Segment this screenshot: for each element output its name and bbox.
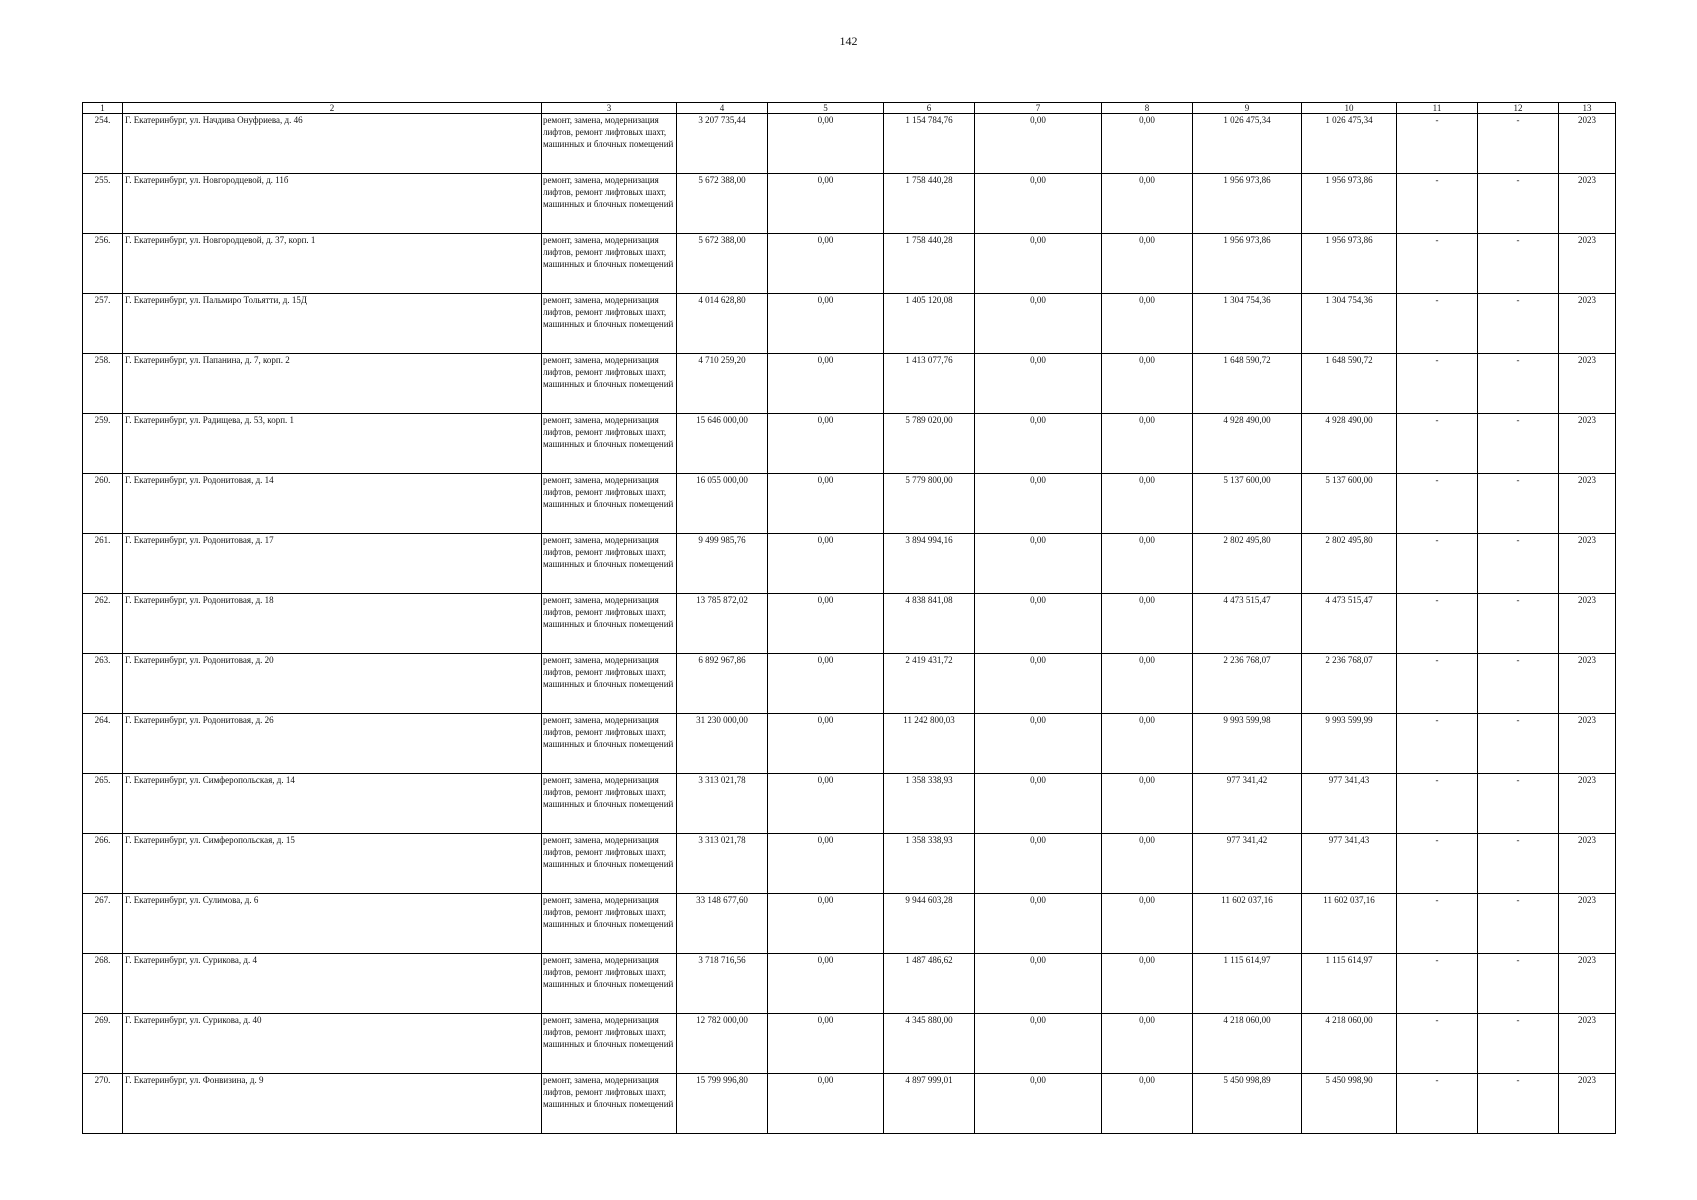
year-cell: 2023 [1559, 834, 1616, 894]
year-cell: 2023 [1559, 474, 1616, 534]
column-header-7: 7 [975, 103, 1102, 114]
year-cell: 2023 [1559, 234, 1616, 294]
table-row [83, 1014, 1616, 1074]
col7-cell: 0,00 [975, 534, 1102, 594]
col11-cell: - [1397, 234, 1478, 294]
col11-cell: - [1397, 174, 1478, 234]
col8-cell: 0,00 [1102, 1074, 1193, 1134]
address-cell: Г. Екатеринбург, ул. Родонитовая, д. 20 [123, 654, 542, 714]
year-cell: 2023 [1559, 534, 1616, 594]
col9-cell: 977 341,42 [1193, 834, 1302, 894]
col6-cell: 1 358 338,93 [884, 774, 975, 834]
col8-cell: 0,00 [1102, 954, 1193, 1014]
table-row [83, 354, 1616, 414]
col6-cell: 1 154 784,76 [884, 114, 975, 174]
col11-cell: - [1397, 954, 1478, 1014]
col12-cell: - [1478, 894, 1559, 954]
total-cost-cell: 13 785 872,02 [677, 594, 768, 654]
table-row [83, 714, 1616, 774]
col8-cell: 0,00 [1102, 234, 1193, 294]
col10-cell: 2 802 495,80 [1302, 534, 1397, 594]
work-type-cell: ремонт, замена, модернизация лифтов, ремонт лифтовых шахт, машинных и блочных помещений [542, 594, 677, 654]
col11-cell: - [1397, 714, 1478, 774]
page-number: 142 [839, 34, 858, 48]
table-row [83, 894, 1616, 954]
col11-cell: - [1397, 654, 1478, 714]
col11-cell: - [1397, 774, 1478, 834]
address-cell: Г. Екатеринбург, ул. Сурикова, д. 4 [123, 954, 542, 1014]
table-row [83, 774, 1616, 834]
year-cell: 2023 [1559, 294, 1616, 354]
col10-cell: 977 341,43 [1302, 834, 1397, 894]
col9-cell: 4 218 060,00 [1193, 1014, 1302, 1074]
col12-cell: - [1478, 114, 1559, 174]
work-type-cell: ремонт, замена, модернизация лифтов, ремонт лифтовых шахт, машинных и блочных помещений [542, 414, 677, 474]
row-number: 262. [83, 594, 123, 654]
work-type-cell: ремонт, замена, модернизация лифтов, ремонт лифтовых шахт, машинных и блочных помещений [542, 894, 677, 954]
work-type-cell: ремонт, замена, модернизация лифтов, ремонт лифтовых шахт, машинных и блочных помещений [542, 114, 677, 174]
col8-cell: 0,00 [1102, 354, 1193, 414]
col12-cell: - [1478, 354, 1559, 414]
col7-cell: 0,00 [975, 1074, 1102, 1134]
row-number: 259. [83, 414, 123, 474]
col5-cell: 0,00 [768, 654, 884, 714]
year-cell: 2023 [1559, 654, 1616, 714]
col7-cell: 0,00 [975, 114, 1102, 174]
address-cell: Г. Екатеринбург, ул. Начдива Онуфриева, д. 46 [123, 114, 542, 174]
col10-cell: 5 137 600,00 [1302, 474, 1397, 534]
row-number: 269. [83, 1014, 123, 1074]
col11-cell: - [1397, 474, 1478, 534]
col7-cell: 0,00 [975, 234, 1102, 294]
col8-cell: 0,00 [1102, 114, 1193, 174]
row-number: 270. [83, 1074, 123, 1134]
col5-cell: 0,00 [768, 474, 884, 534]
year-cell: 2023 [1559, 414, 1616, 474]
col9-cell: 4 928 490,00 [1193, 414, 1302, 474]
col12-cell: - [1478, 654, 1559, 714]
total-cost-cell: 4 014 628,80 [677, 294, 768, 354]
total-cost-cell: 16 055 000,00 [677, 474, 768, 534]
row-number: 255. [83, 174, 123, 234]
row-number: 264. [83, 714, 123, 774]
column-header-13: 13 [1559, 103, 1616, 114]
table-row [83, 174, 1616, 234]
col10-cell: 977 341,43 [1302, 774, 1397, 834]
col6-cell: 4 838 841,08 [884, 594, 975, 654]
col10-cell: 1 304 754,36 [1302, 294, 1397, 354]
col8-cell: 0,00 [1102, 294, 1193, 354]
column-header-6: 6 [884, 103, 975, 114]
work-type-cell: ремонт, замена, модернизация лифтов, ремонт лифтовых шахт, машинных и блочных помещений [542, 654, 677, 714]
col10-cell: 1 115 614,97 [1302, 954, 1397, 1014]
row-number: 256. [83, 234, 123, 294]
row-number: 266. [83, 834, 123, 894]
col5-cell: 0,00 [768, 174, 884, 234]
address-cell: Г. Екатеринбург, ул. Сулимова, д. 6 [123, 894, 542, 954]
col12-cell: - [1478, 1014, 1559, 1074]
column-header-9: 9 [1193, 103, 1302, 114]
row-number: 267. [83, 894, 123, 954]
col7-cell: 0,00 [975, 714, 1102, 774]
capital-repair-table [82, 102, 1616, 1134]
column-header-3: 3 [542, 103, 677, 114]
col6-cell: 1 758 440,28 [884, 234, 975, 294]
total-cost-cell: 3 313 021,78 [677, 834, 768, 894]
col9-cell: 2 802 495,80 [1193, 534, 1302, 594]
col11-cell: - [1397, 294, 1478, 354]
work-type-cell: ремонт, замена, модернизация лифтов, ремонт лифтовых шахт, машинных и блочных помещений [542, 534, 677, 594]
col7-cell: 0,00 [975, 414, 1102, 474]
row-number: 263. [83, 654, 123, 714]
col5-cell: 0,00 [768, 534, 884, 594]
col10-cell: 4 473 515,47 [1302, 594, 1397, 654]
col9-cell: 1 648 590,72 [1193, 354, 1302, 414]
col11-cell: - [1397, 1014, 1478, 1074]
row-number: 257. [83, 294, 123, 354]
col6-cell: 4 897 999,01 [884, 1074, 975, 1134]
total-cost-cell: 3 718 716,56 [677, 954, 768, 1014]
col11-cell: - [1397, 594, 1478, 654]
col10-cell: 9 993 599,99 [1302, 714, 1397, 774]
year-cell: 2023 [1559, 174, 1616, 234]
address-cell: Г. Екатеринбург, ул. Радищева, д. 53, корп. 1 [123, 414, 542, 474]
work-type-cell: ремонт, замена, модернизация лифтов, ремонт лифтовых шахт, машинных и блочных помещений [542, 354, 677, 414]
column-header-11: 11 [1397, 103, 1478, 114]
column-header-4: 4 [677, 103, 768, 114]
col8-cell: 0,00 [1102, 1014, 1193, 1074]
col9-cell: 5 137 600,00 [1193, 474, 1302, 534]
col7-cell: 0,00 [975, 294, 1102, 354]
col8-cell: 0,00 [1102, 894, 1193, 954]
col8-cell: 0,00 [1102, 654, 1193, 714]
table-row [83, 294, 1616, 354]
col5-cell: 0,00 [768, 414, 884, 474]
col8-cell: 0,00 [1102, 834, 1193, 894]
col10-cell: 11 602 037,16 [1302, 894, 1397, 954]
year-cell: 2023 [1559, 774, 1616, 834]
col11-cell: - [1397, 354, 1478, 414]
total-cost-cell: 31 230 000,00 [677, 714, 768, 774]
col12-cell: - [1478, 714, 1559, 774]
col11-cell: - [1397, 534, 1478, 594]
col10-cell: 5 450 998,90 [1302, 1074, 1397, 1134]
col6-cell: 1 405 120,08 [884, 294, 975, 354]
total-cost-cell: 12 782 000,00 [677, 1014, 768, 1074]
year-cell: 2023 [1559, 894, 1616, 954]
col9-cell: 5 450 998,89 [1193, 1074, 1302, 1134]
col6-cell: 5 779 800,00 [884, 474, 975, 534]
col5-cell: 0,00 [768, 834, 884, 894]
col5-cell: 0,00 [768, 774, 884, 834]
work-type-cell: ремонт, замена, модернизация лифтов, ремонт лифтовых шахт, машинных и блочных помещений [542, 1074, 677, 1134]
address-cell: Г. Екатеринбург, ул. Новгородцевой, д. 11б [123, 174, 542, 234]
year-cell: 2023 [1559, 954, 1616, 1014]
col6-cell: 9 944 603,28 [884, 894, 975, 954]
table-body [83, 114, 1616, 1134]
total-cost-cell: 6 892 967,86 [677, 654, 768, 714]
col11-cell: - [1397, 1074, 1478, 1134]
col9-cell: 977 341,42 [1193, 774, 1302, 834]
column-number-header-row [83, 103, 1616, 114]
year-cell: 2023 [1559, 1074, 1616, 1134]
address-cell: Г. Екатеринбург, ул. Папанина, д. 7, корп. 2 [123, 354, 542, 414]
total-cost-cell: 5 672 388,00 [677, 174, 768, 234]
address-cell: Г. Екатеринбург, ул. Сурикова, д. 40 [123, 1014, 542, 1074]
col5-cell: 0,00 [768, 294, 884, 354]
col12-cell: - [1478, 474, 1559, 534]
table-row [83, 234, 1616, 294]
col12-cell: - [1478, 594, 1559, 654]
col6-cell: 4 345 880,00 [884, 1014, 975, 1074]
work-type-cell: ремонт, замена, модернизация лифтов, ремонт лифтовых шахт, машинных и блочных помещений [542, 294, 677, 354]
col7-cell: 0,00 [975, 474, 1102, 534]
col12-cell: - [1478, 234, 1559, 294]
col10-cell: 4 218 060,00 [1302, 1014, 1397, 1074]
col12-cell: - [1478, 954, 1559, 1014]
year-cell: 2023 [1559, 594, 1616, 654]
col7-cell: 0,00 [975, 174, 1102, 234]
work-type-cell: ремонт, замена, модернизация лифтов, ремонт лифтовых шахт, машинных и блочных помещений [542, 1014, 677, 1074]
col9-cell: 9 993 599,98 [1193, 714, 1302, 774]
col5-cell: 0,00 [768, 714, 884, 774]
col11-cell: - [1397, 894, 1478, 954]
work-type-cell: ремонт, замена, модернизация лифтов, ремонт лифтовых шахт, машинных и блочных помещений [542, 834, 677, 894]
year-cell: 2023 [1559, 354, 1616, 414]
address-cell: Г. Екатеринбург, ул. Симферопольская, д. 15 [123, 834, 542, 894]
table-row [83, 654, 1616, 714]
col8-cell: 0,00 [1102, 534, 1193, 594]
table-row [83, 534, 1616, 594]
address-cell: Г. Екатеринбург, ул. Родонитовая, д. 18 [123, 594, 542, 654]
col6-cell: 5 789 020,00 [884, 414, 975, 474]
col12-cell: - [1478, 1074, 1559, 1134]
col12-cell: - [1478, 774, 1559, 834]
row-number: 254. [83, 114, 123, 174]
col9-cell: 11 602 037,16 [1193, 894, 1302, 954]
col10-cell: 1 956 973,86 [1302, 234, 1397, 294]
column-header-10: 10 [1302, 103, 1397, 114]
col6-cell: 1 758 440,28 [884, 174, 975, 234]
column-header-1: 1 [83, 103, 123, 114]
col5-cell: 0,00 [768, 1074, 884, 1134]
col7-cell: 0,00 [975, 354, 1102, 414]
col8-cell: 0,00 [1102, 774, 1193, 834]
work-type-cell: ремонт, замена, модернизация лифтов, ремонт лифтовых шахт, машинных и блочных помещений [542, 174, 677, 234]
col8-cell: 0,00 [1102, 594, 1193, 654]
col7-cell: 0,00 [975, 894, 1102, 954]
column-header-12: 12 [1478, 103, 1559, 114]
col7-cell: 0,00 [975, 834, 1102, 894]
col6-cell: 1 413 077,76 [884, 354, 975, 414]
col8-cell: 0,00 [1102, 714, 1193, 774]
total-cost-cell: 15 799 996,80 [677, 1074, 768, 1134]
col8-cell: 0,00 [1102, 414, 1193, 474]
col7-cell: 0,00 [975, 594, 1102, 654]
table-row [83, 414, 1616, 474]
total-cost-cell: 5 672 388,00 [677, 234, 768, 294]
col5-cell: 0,00 [768, 894, 884, 954]
col6-cell: 3 894 994,16 [884, 534, 975, 594]
row-number: 261. [83, 534, 123, 594]
address-cell: Г. Екатеринбург, ул. Родонитовая, д. 14 [123, 474, 542, 534]
col11-cell: - [1397, 114, 1478, 174]
col9-cell: 1 956 973,86 [1193, 174, 1302, 234]
table-row [83, 834, 1616, 894]
col6-cell: 1 358 338,93 [884, 834, 975, 894]
col9-cell: 4 473 515,47 [1193, 594, 1302, 654]
col10-cell: 1 026 475,34 [1302, 114, 1397, 174]
col10-cell: 1 956 973,86 [1302, 174, 1397, 234]
col5-cell: 0,00 [768, 954, 884, 1014]
col10-cell: 2 236 768,07 [1302, 654, 1397, 714]
year-cell: 2023 [1559, 114, 1616, 174]
total-cost-cell: 3 207 735,44 [677, 114, 768, 174]
col8-cell: 0,00 [1102, 174, 1193, 234]
row-number: 260. [83, 474, 123, 534]
work-type-cell: ремонт, замена, модернизация лифтов, ремонт лифтовых шахт, машинных и блочных помещений [542, 234, 677, 294]
col9-cell: 2 236 768,07 [1193, 654, 1302, 714]
col5-cell: 0,00 [768, 234, 884, 294]
work-type-cell: ремонт, замена, модернизация лифтов, ремонт лифтовых шахт, машинных и блочных помещений [542, 714, 677, 774]
col7-cell: 0,00 [975, 1014, 1102, 1074]
address-cell: Г. Екатеринбург, ул. Симферопольская, д. 14 [123, 774, 542, 834]
col11-cell: - [1397, 414, 1478, 474]
column-header-2: 2 [123, 103, 542, 114]
col7-cell: 0,00 [975, 774, 1102, 834]
work-type-cell: ремонт, замена, модернизация лифтов, ремонт лифтовых шахт, машинных и блочных помещений [542, 474, 677, 534]
address-cell: Г. Екатеринбург, ул. Родонитовая, д. 17 [123, 534, 542, 594]
col12-cell: - [1478, 834, 1559, 894]
total-cost-cell: 33 148 677,60 [677, 894, 768, 954]
table-row [83, 114, 1616, 174]
work-type-cell: ремонт, замена, модернизация лифтов, ремонт лифтовых шахт, машинных и блочных помещений [542, 954, 677, 1014]
col6-cell: 2 419 431,72 [884, 654, 975, 714]
col7-cell: 0,00 [975, 954, 1102, 1014]
col12-cell: - [1478, 294, 1559, 354]
col6-cell: 1 487 486,62 [884, 954, 975, 1014]
work-type-cell: ремонт, замена, модернизация лифтов, ремонт лифтовых шахт, машинных и блочных помещений [542, 774, 677, 834]
column-header-8: 8 [1102, 103, 1193, 114]
row-number: 268. [83, 954, 123, 1014]
col6-cell: 11 242 800,03 [884, 714, 975, 774]
col9-cell: 1 956 973,86 [1193, 234, 1302, 294]
year-cell: 2023 [1559, 1014, 1616, 1074]
col5-cell: 0,00 [768, 114, 884, 174]
row-number: 258. [83, 354, 123, 414]
col10-cell: 1 648 590,72 [1302, 354, 1397, 414]
col12-cell: - [1478, 414, 1559, 474]
col5-cell: 0,00 [768, 354, 884, 414]
table-row [83, 594, 1616, 654]
table-row [83, 954, 1616, 1014]
column-header-5: 5 [768, 103, 884, 114]
table-row [83, 474, 1616, 534]
total-cost-cell: 4 710 259,20 [677, 354, 768, 414]
address-cell: Г. Екатеринбург, ул. Пальмиро Тольятти, д. 15Д [123, 294, 542, 354]
col10-cell: 4 928 490,00 [1302, 414, 1397, 474]
col9-cell: 1 304 754,36 [1193, 294, 1302, 354]
table-row [83, 1074, 1616, 1134]
col9-cell: 1 026 475,34 [1193, 114, 1302, 174]
total-cost-cell: 15 646 000,00 [677, 414, 768, 474]
col7-cell: 0,00 [975, 654, 1102, 714]
address-cell: Г. Екатеринбург, ул. Новгородцевой, д. 37, корп. 1 [123, 234, 542, 294]
col8-cell: 0,00 [1102, 474, 1193, 534]
total-cost-cell: 9 499 985,76 [677, 534, 768, 594]
col11-cell: - [1397, 834, 1478, 894]
col5-cell: 0,00 [768, 1014, 884, 1074]
col5-cell: 0,00 [768, 594, 884, 654]
row-number: 265. [83, 774, 123, 834]
address-cell: Г. Екатеринбург, ул. Фонвизина, д. 9 [123, 1074, 542, 1134]
total-cost-cell: 3 313 021,78 [677, 774, 768, 834]
col12-cell: - [1478, 174, 1559, 234]
col9-cell: 1 115 614,97 [1193, 954, 1302, 1014]
address-cell: Г. Екатеринбург, ул. Родонитовая, д. 26 [123, 714, 542, 774]
col12-cell: - [1478, 534, 1559, 594]
year-cell: 2023 [1559, 714, 1616, 774]
